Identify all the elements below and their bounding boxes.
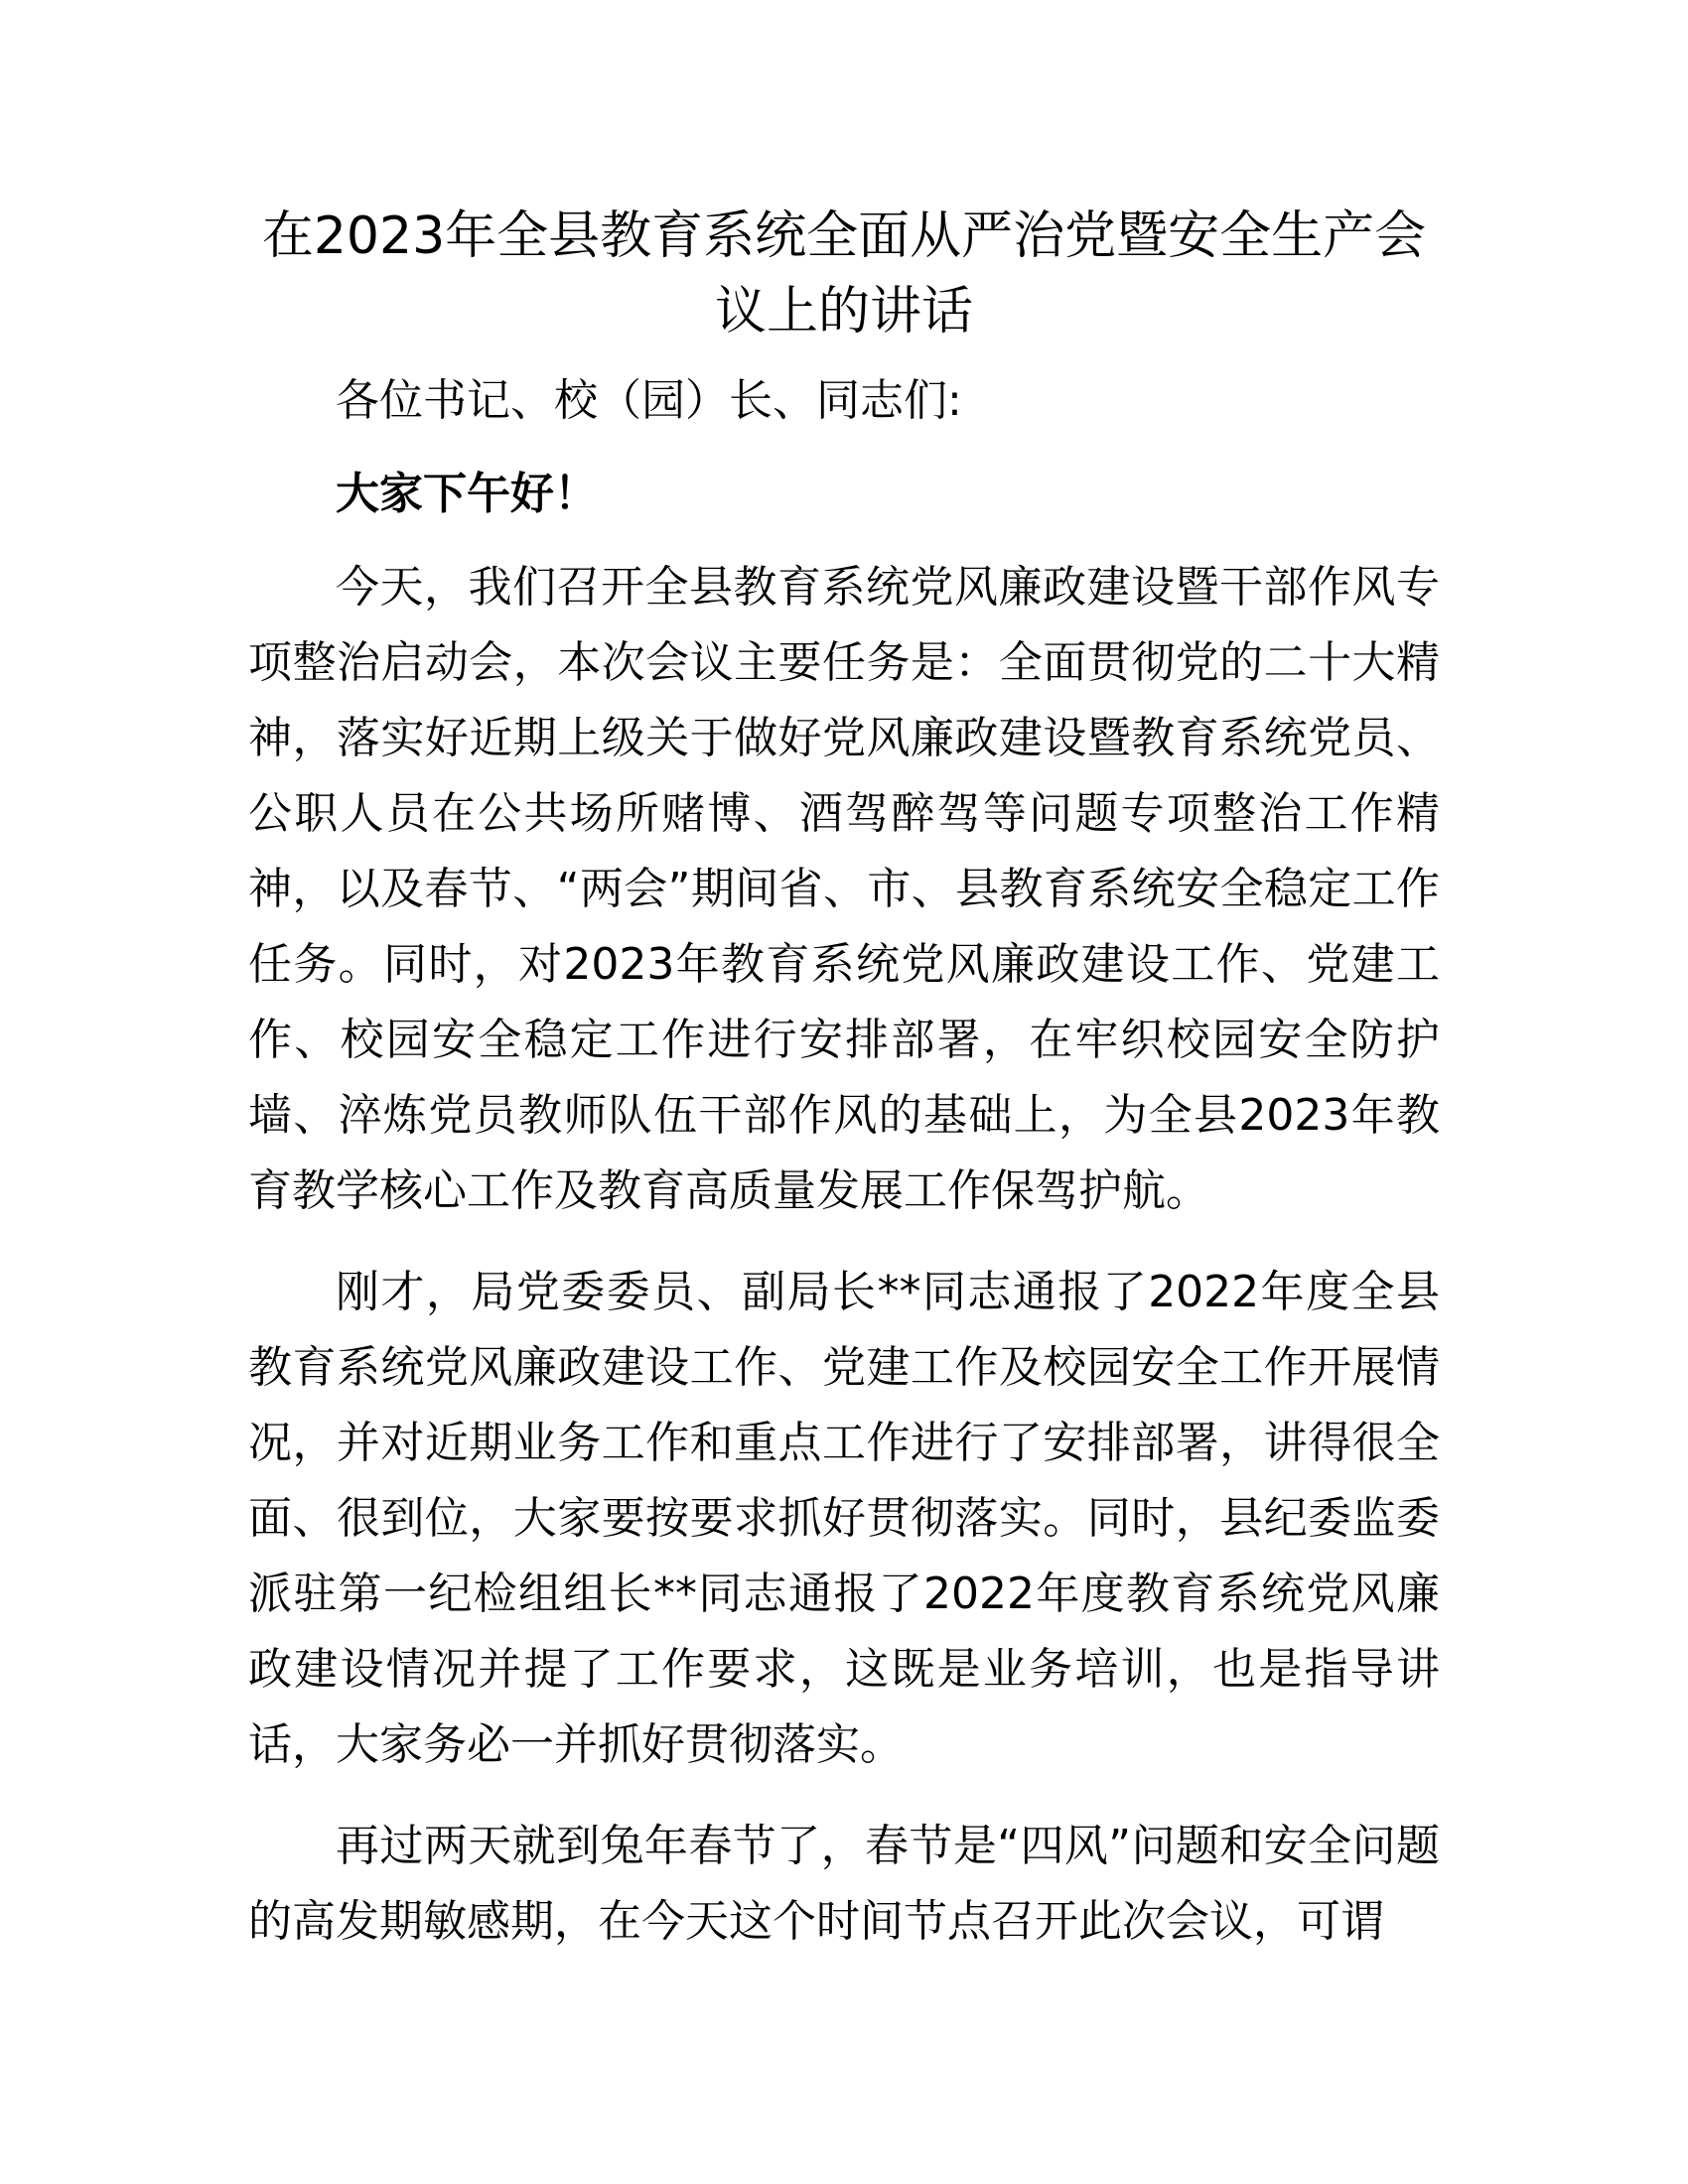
document-title: 在2023年全县教育系统全面从严治党暨安全生产会议上的讲话: [261, 206, 1427, 341]
body-paragraph: 今天，我们召开全县教育系统党风廉政建设暨干部作风专项整治启动会，本次会议主要任务是：全面贯彻党的二十大精神，落实好近期上级关于做好党风廉政建设暨教育系统党员、公职人员在公共场所赌博、酒驾醉驾等问题专项整治工作精神，以及春节、“两会”期间省、市、县教育系统安全稳定工作任务。同时，对2023年教育系统党风廉政建设工作、党建工作、校园安全稳定工作进行安排部署，在牢织校园安全防护墙、淬炼党员教师队伍干部作风的基础上，为全县2023年教育教学核心工作及教育高质量发展工作保驾护航。: [248, 562, 1440, 1216]
greeting: 大家下午好！: [336, 469, 598, 519]
body-paragraph: 刚才，局党委委员、副局长**同志通报了2022年度全县教育系统党风廉政建设工作、党建工作及校园安全工作开展情况，并对近期业务工作和重点工作进行了安排部署，讲得很全面、很到位，大家要按要求抓好贯彻落实。同时，县纪委监委派驻第一纪检组组长**同志通报了2022年度教育系统党风廉政建设情况并提了工作要求，这既是业务培训，也是指导讲话，大家务必一并抓好贯彻落实。: [248, 1267, 1440, 1770]
document-page: [248, 199, 1440, 1960]
body-paragraph: 再过两天就到兔年春节了，春节是“四风”问题和安全问题的高发期敏感期，在今天这个时间节点召开此次会议，可谓: [248, 1821, 1440, 1947]
salutation: 各位书记、校（园）长、同志们:: [336, 375, 962, 426]
